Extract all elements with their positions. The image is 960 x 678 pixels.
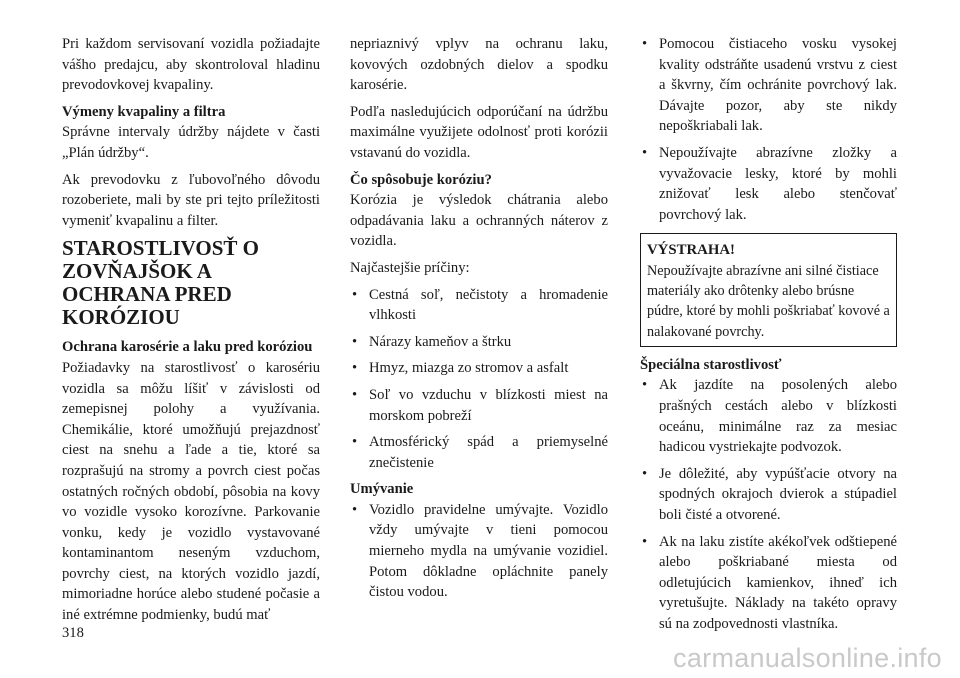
list-item	[350, 500, 608, 603]
watermark: carmanualsonline.info	[673, 643, 942, 673]
warning-box	[640, 233, 897, 346]
list-item-text: Atmosférický spád a priemyselné znečistenie	[369, 434, 608, 471]
continued-paragraph: nepriaznivý vplyv na ochranu laku, kovových ozdobných dielov a spodku karosérie.	[350, 36, 608, 94]
washing-heading: Umývanie	[350, 481, 414, 498]
disassembly-paragraph: Ak prevodovku z ľubovoľného dôvodu rozoberiete, mali by ste pri tejto príležitosti vymeniť kvapalinu a filter.	[62, 171, 320, 229]
list-item	[350, 332, 608, 353]
service-paragraph: Pri každom servisovaní vozidla požiadajte vášho predajcu, aby skontroloval hladinu prevodovkovej kvapaliny.	[62, 36, 320, 94]
washing-list	[350, 500, 608, 603]
list-item	[350, 358, 608, 379]
causes-list	[350, 285, 608, 474]
list-item-text: Je dôležité, aby vypúšťacie otvory na spodných okrajoch dvierok a stúpadiel boli čisté a otvorené.	[659, 465, 897, 523]
list-item-text: Nárazy kameňov a štrku	[369, 333, 512, 350]
left-column	[62, 34, 320, 632]
bullet-icon: •	[352, 386, 358, 403]
bullet-icon: •	[352, 333, 358, 350]
list-item	[640, 464, 897, 526]
list-item	[640, 375, 897, 457]
list-item-text: Nepoužívajte abrazívne zložky a vyvažovacie lesky, ktoré by mohli znižovať lesk alebo stenčovať povrchový lak.	[659, 144, 897, 223]
bullet-icon: •	[352, 360, 358, 377]
list-item-text: Cestná soľ, nečistoty a hromadenie vlhkosti	[369, 286, 608, 324]
list-item	[640, 143, 897, 225]
corrosion-cause-text: Korózia je výsledok chátrania alebo odpadávania laku a ochranných náterov z vozidla.	[350, 192, 608, 250]
list-item-text: Vozidlo pravidelne umývajte. Vozidlo vždy umývajte v tieni pomocou mierneho mydla na umývanie vozidiel. Potom dôkladne opláchnite panely čistou vodou.	[369, 501, 608, 601]
list-item-text: Ak jazdíte na posolených alebo prašných cestách alebo v blízkosti oceánu, minimálne raz za mesiac hadicou vystriekajte podvozok.	[659, 377, 897, 456]
list-item	[640, 34, 897, 137]
middle-column	[350, 34, 608, 609]
bullet-icon: •	[352, 286, 358, 303]
special-care-heading: Špeciálna starostlivosť	[640, 356, 782, 373]
bullet-icon: •	[642, 465, 648, 482]
bullet-icon: •	[642, 36, 648, 52]
corrosion-cause-heading: Čo spôsobuje koróziu?	[350, 171, 492, 188]
right-column	[640, 34, 897, 640]
list-item-text: Ak na laku zistíte akékoľvek odštiepené alebo poškriabané miesta od odletujúcich kamienkov, ihneď ich vyretušujte. Náklady na takéto opravy sú na zodpovednosti vlastníka.	[659, 533, 897, 632]
bullet-icon: •	[352, 434, 358, 451]
warning-title: VÝSTRAHA!	[647, 242, 735, 259]
body-protection-text: Požiadavky na starostlivosť o karosériu vozidla sa môžu líšiť v závislosti od zemepisnej polohy a využívania. Chemikálie, ktoré umožňujú prejazdnosť ciest na snehu a ľade a tie, ktoré sa rozprašujú na stromy a povrch ciest počas ostatných ročných období, pôsobia na kovy vo vozidle vysoko korozívne. Parkovanie vonku, kedy je vozidlo vystavované kontaminantom neseným vzduchom, povrchy ciest, na ktorých vozidlo jazdí, mimoriadne horúce alebo studené počasie a iné extrémne podmienky, budú mať	[62, 359, 320, 624]
page-number: 318	[62, 625, 84, 641]
bullet-icon: •	[642, 377, 648, 394]
bullet-icon: •	[642, 533, 648, 550]
recommendations-paragraph: Podľa nasledujúcich odporúčaní na údržbu maximálne využijete odolnosť proti korózii vstavanú do vozidla.	[350, 103, 608, 161]
list-item-text: Hmyz, miazga zo stromov a asfalt	[369, 360, 569, 377]
list-item-text: Soľ vo vzduchu v blízkosti miest na morskom pobreží	[369, 386, 608, 424]
body-protection-heading: Ochrana karosérie a laku pred koróziou	[62, 339, 313, 356]
special-care-list	[640, 375, 897, 634]
warning-text: Nepoužívajte abrazívne ani silné čistiace materiály ako drôtenky alebo brúsne púdre, ktoré by mohli poškriabať kovové a nalakované povrchy.	[647, 262, 890, 340]
washing-list-continued	[640, 34, 897, 225]
list-item	[350, 432, 608, 473]
list-item	[640, 532, 897, 635]
bullet-icon: •	[352, 501, 358, 518]
list-item	[350, 385, 608, 426]
section-title: STAROSTLIVOSŤ O ZOVŇAJŠOK A OCHRANA PRED KORÓZIOU	[62, 236, 260, 330]
fluid-change-heading: Výmeny kvapaliny a filtra	[62, 103, 226, 120]
list-item	[350, 285, 608, 326]
fluid-change-text: Správne intervaly údržby nájdete v časti „Plán údržby“.	[62, 124, 320, 161]
causes-intro: Najčastejšie príčiny:	[350, 259, 470, 276]
list-item-text: Pomocou čistiaceho vosku vysokej kvality odstráňte usadenú vrstvu z ciest a škvrny, čím ochránite povrchový lak. Dávajte pozor, aby ste nikdy nepoškriabali lak.	[659, 36, 897, 135]
bullet-icon: •	[642, 144, 648, 161]
